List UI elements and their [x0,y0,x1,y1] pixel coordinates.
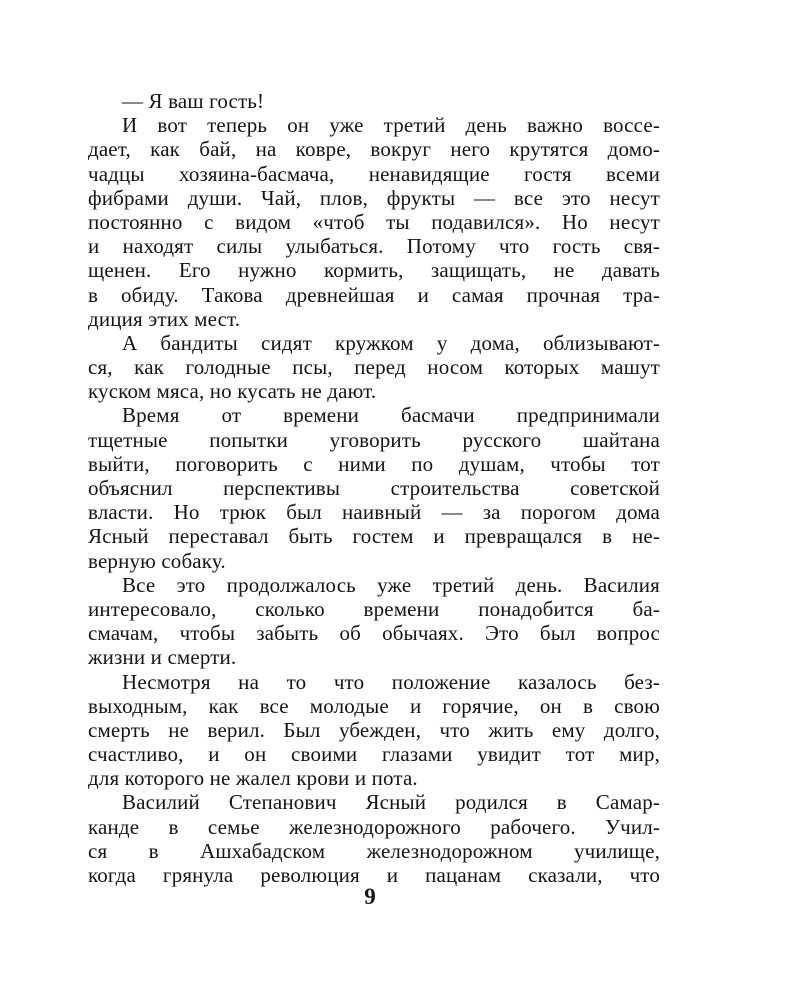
text-line: выходным, как все молодые и горячие, он в свою [88,693,660,718]
text-line: смачам, чтобы забыть об обычаях. Это был вопрос [88,621,660,646]
text-line: жизни и смерти. [88,645,237,670]
text-line: для которого не жалел крови и пота. [88,766,418,791]
text-line: когда грянула революция и пацанам сказали, что [88,863,660,887]
text-line: Ясный переставал быть гостем и превращался в не- [88,524,660,549]
text-line: тщетные попытки уговорить русского шайтана [88,427,660,452]
text-line: Несмотря на то что положение казалось без- [122,669,660,694]
page-number: 9 [364,884,376,909]
text-line: Василий Степанович Ясный родился в Самар- [122,790,660,815]
text-line: Время от времени басмачи предпринимали [122,403,660,428]
text-line: фибрами души. Чай, плов, фрукты — все это несут [88,185,660,210]
text-line: и находят силы улыбаться. Потому что гость свя- [88,234,660,259]
text-line: интересовало, сколько времени понадобится ба- [88,596,660,621]
text-line: смерть не верил. Был убежден, что жить ему долго, [88,717,660,742]
text-line: ся, как голодные псы, перед носом которых машут [88,355,660,380]
text-line: счастливо, и он своими глазами увидит тот мир, [88,742,660,767]
text-line: верную собаку. [88,548,226,573]
text-line: — Я ваш гость! [122,89,265,113]
text-line: дает, как бай, на ковре, вокруг него крутятся домо- [88,137,660,162]
text-line: И вот теперь он уже третий день важно воссе- [122,113,660,138]
text-line: Все это продолжалось уже третий день. Василия [122,572,660,597]
text-line: А бандиты сидят кружком у дома, облизывают- [122,330,660,355]
text-line: ся в Ашхабадском железнодорожном училище, [88,838,660,863]
text-line: в обиду. Такова древнейшая и самая прочная тра- [88,282,660,307]
text-line: чадцы хозяина-басмача, ненавидящие гостя всеми [88,161,660,186]
text-line: объяснил перспективы строительства советской [88,476,660,500]
text-line: канде в семье железнодорожного рабочего. Учил- [88,814,660,839]
text-line: выйти, поговорить с ними по душам, чтобы тот [88,451,660,476]
text-line: куском мяса, но кусать не дают. [88,379,377,404]
text-line: диция этих мест. [88,306,241,331]
text-line: щенен. Его нужно кормить, защищать, не давать [88,258,660,283]
body-text [88,89,660,887]
text-line: власти. Но трюк был наивный — за порогом дома [88,500,660,525]
text-line: постоянно с видом «чтоб ты подавился». Но несут [88,209,660,234]
